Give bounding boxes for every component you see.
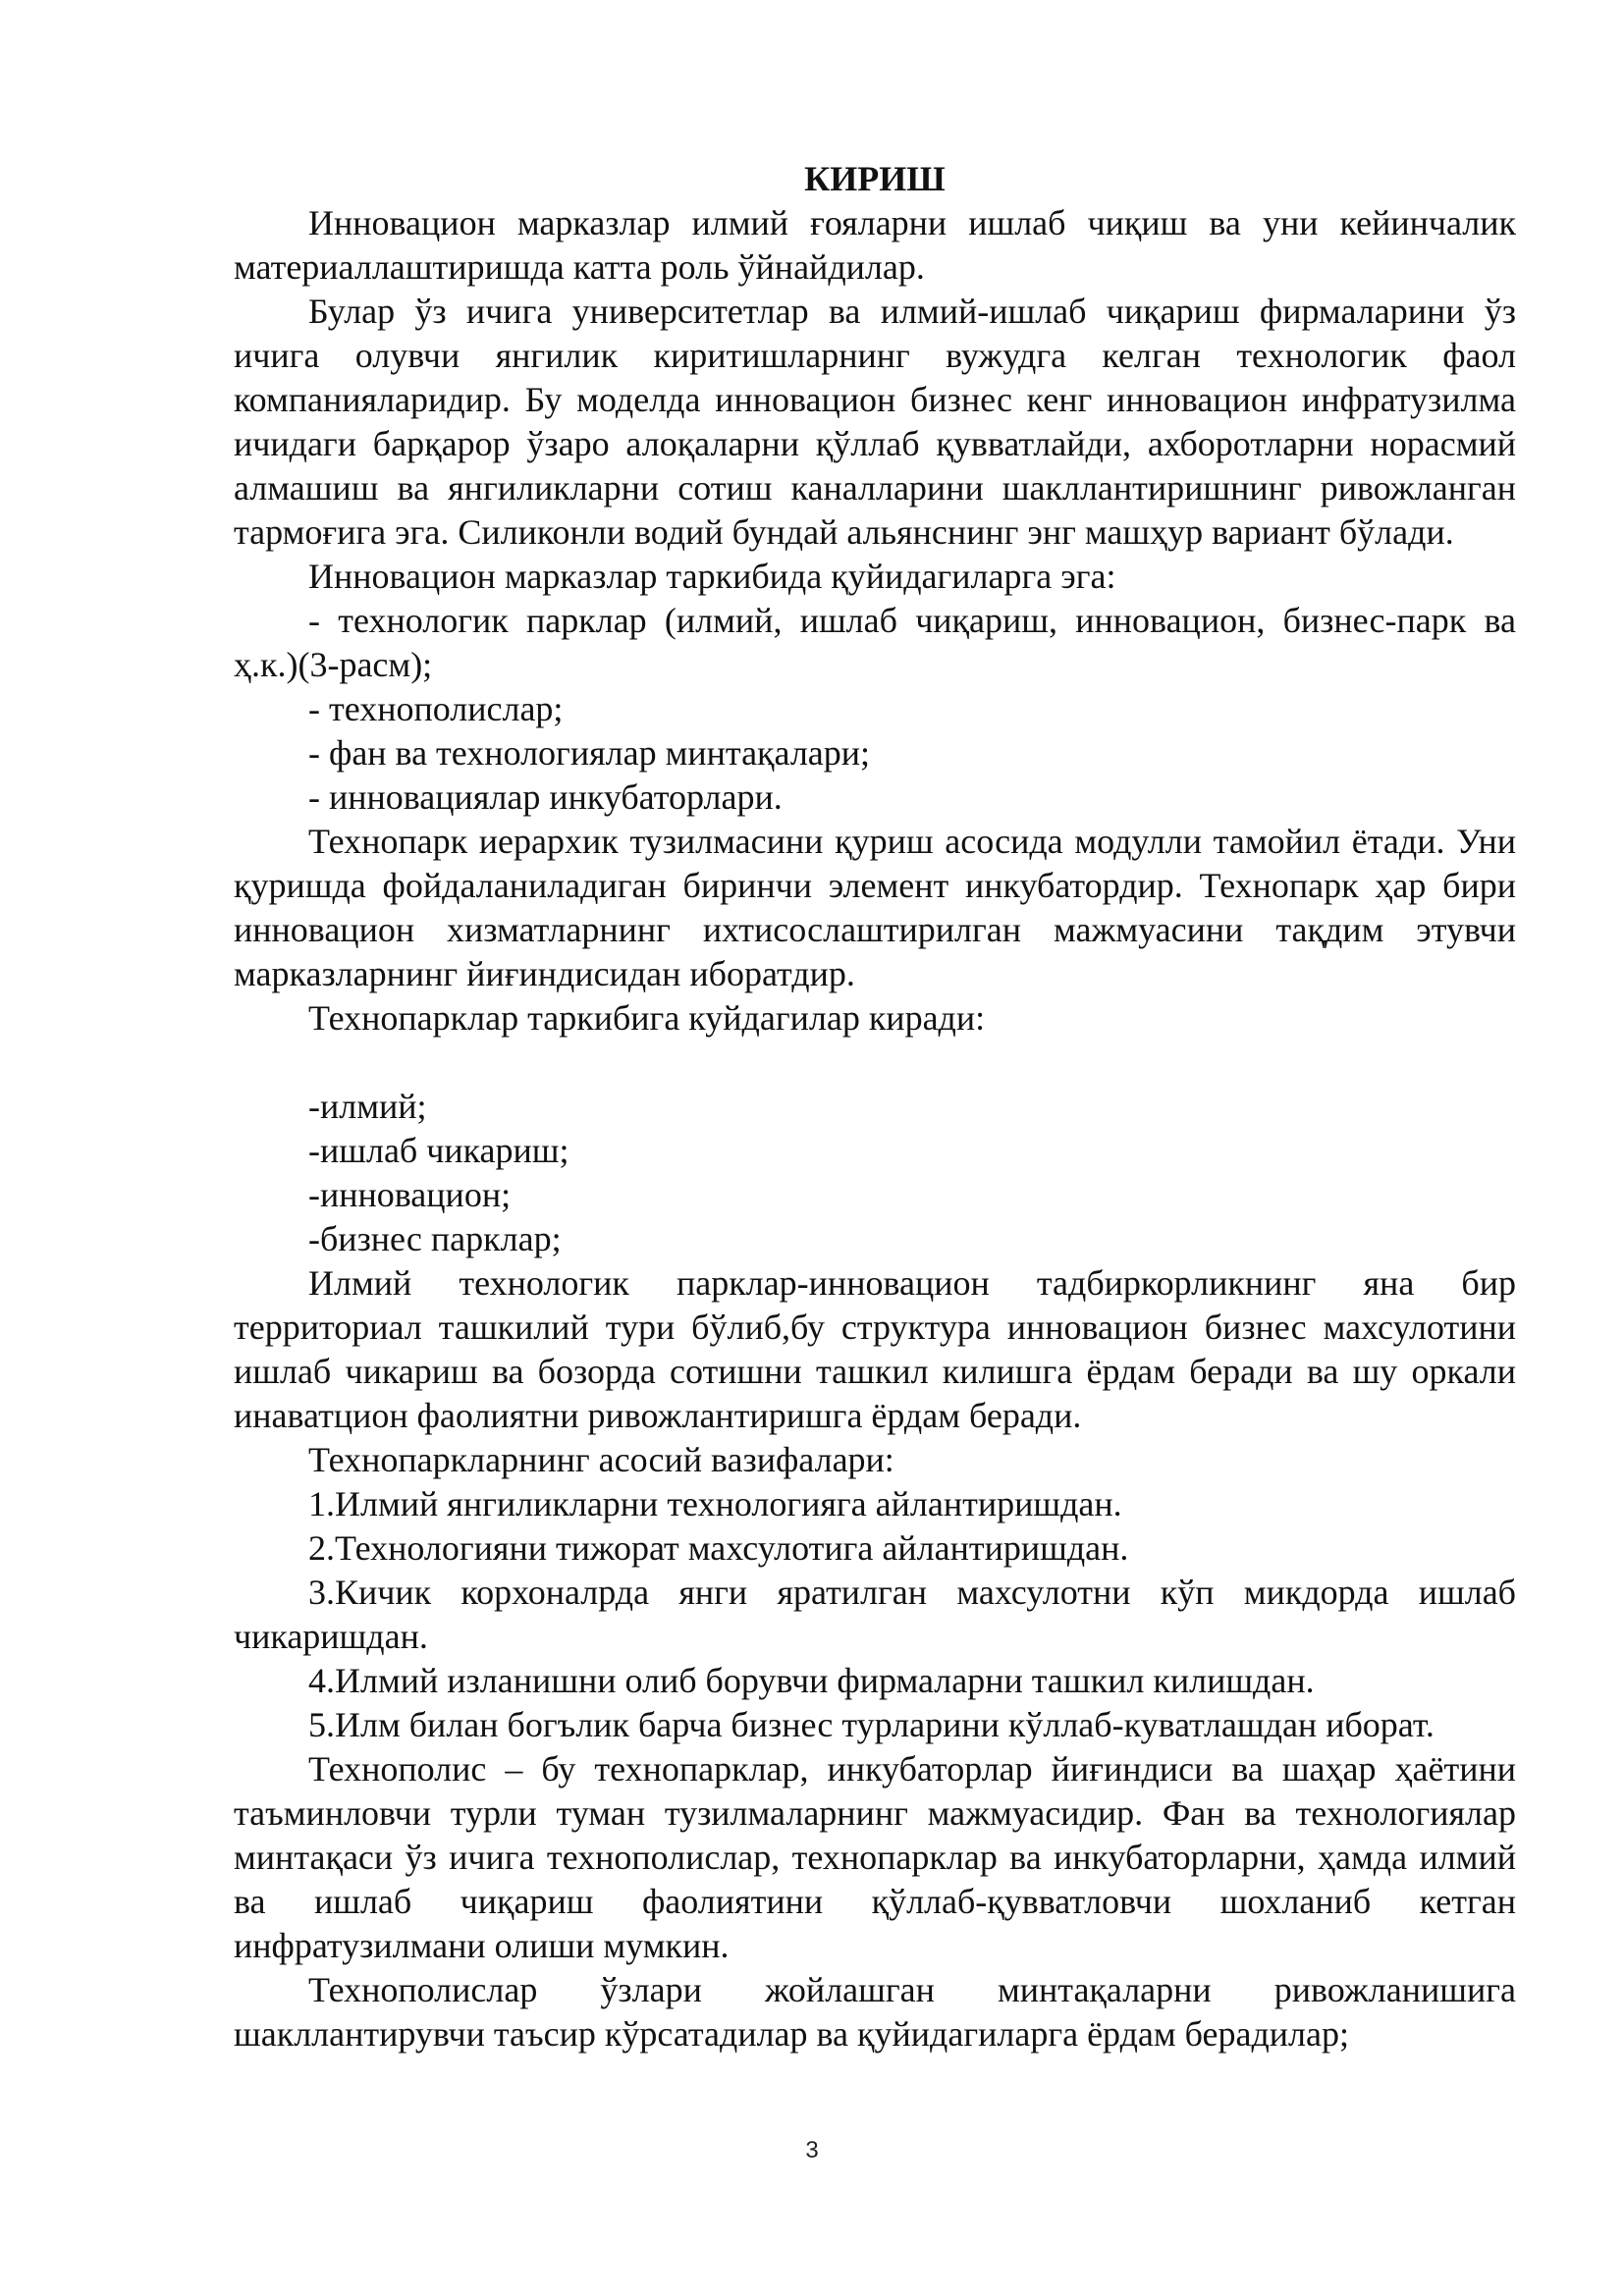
paragraph: Технопаркларнинг асосий вазифалари: bbox=[308, 1440, 894, 1479]
list-item: 3.Кичик корхоналрда янги яратилган махсулотни кўп микдорда ишлаб чикаришдан. bbox=[234, 1573, 1516, 1656]
list-item: 5.Илм билан богълик барча бизнес турларини кўллаб-куватлашдан иборат. bbox=[308, 1705, 1435, 1744]
list-item: 2.Технологияни тижорат махсулотига айлантиришдан. bbox=[308, 1528, 1129, 1568]
list-item: 4.Илмий изланишни олиб борувчи фирмаларни ташкил килишдан. bbox=[308, 1661, 1315, 1700]
paragraph: Инновацион марказлар илмий ғояларни ишлаб чиқиш ва уни кейинчалик материаллаштиришда катта роль ўйнайдилар. bbox=[234, 203, 1516, 287]
list-item: 1.Илмий янгиликларни технологияга айлантиришдан. bbox=[308, 1484, 1122, 1523]
blank-line bbox=[234, 1041, 1516, 1085]
list-item: - фан ва технологиялар минтақалари; bbox=[308, 733, 871, 773]
list-item: -илмий; bbox=[308, 1087, 427, 1126]
list-item: - технополислар; bbox=[308, 689, 564, 728]
list-item: -инновацион; bbox=[308, 1175, 512, 1214]
paragraph: Технопарк иерархик тузилмасини қуриш асосида модулли тамойил ётади. Уни қуришда фойдаланиладиган биринчи элемент инкубатордир. Технопарк ҳар бири инновацион хизматларнинг ихтисослаштирилган мажмуасини тақдим этувчи марказларнинг йиғиндисидан иборатдир. bbox=[234, 822, 1516, 993]
paragraph: Технополислар ўзлари жойлашган минтақаларни ривожланишига шакллантирувчи таъсир кўрсатадилар ва қуйидагиларга ёрдам берадилар; bbox=[234, 1970, 1516, 2054]
paragraph: Технополис – бу технопарклар, инкубаторлар йиғиндиси ва шаҳар ҳаётини таъминловчи турли туман тузилмаларнинг мажмуасидир. Фан ва технологиялар минтақаси ўз ичига технополислар, технопарклар ва инкубаторларни, ҳамда илмий ва ишлаб чиқариш фаолиятини қўллаб-қувватловчи шохланиб кетган инфратузилмани олиши мумкин. bbox=[234, 1749, 1516, 1965]
document-page bbox=[234, 157, 1516, 2056]
page-number: 3 bbox=[805, 2137, 819, 2163]
list-item: -бизнес парклар; bbox=[308, 1219, 562, 1258]
list-item: - технологик парклар (илмий, ишлаб чиқариш, инновацион, бизнес-парк ва ҳ.к.)(3-расм); bbox=[234, 601, 1516, 684]
list-item: -ишлаб чикариш; bbox=[308, 1131, 569, 1170]
page-title: КИРИШ bbox=[804, 159, 946, 198]
paragraph: Технопарклар таркибига куйдагилар киради: bbox=[308, 998, 986, 1038]
paragraph: Илмий технологик парклар-инновацион тадбиркорликнинг яна бир территориал ташкилий тури бўлиб,бу структура инновацион бизнес махсулотини ишлаб чикариш ва бозорда сотишни ташкил килишга ёрдам беради ва шу оркали инаватцион фаолиятни ривожлантиришга ёрдам беради. bbox=[234, 1263, 1516, 1435]
paragraph: Инновацион марказлар таркибида қуйидагиларга эга: bbox=[308, 557, 1116, 596]
list-item: - инновациялар инкубаторлари. bbox=[308, 777, 783, 817]
paragraph: Булар ўз ичига университетлар ва илмий-ишлаб чиқариш фирмаларини ўз ичига олувчи янгилик киритишларнинг вужудга келган технологик фаол компанияларидир. Бу моделда инновацион бизнес кенг инновацион инфратузилма ичидаги барқарор ўзаро алоқаларни қўллаб қувватлайди, ахборотларни норасмий алмашиш ва янгиликларни сотиш каналларини шакллантиришнинг ривожланган тармоғига эга. Силиконли водий бундай альянснинг энг машҳур вариант бўлади. bbox=[234, 292, 1516, 552]
